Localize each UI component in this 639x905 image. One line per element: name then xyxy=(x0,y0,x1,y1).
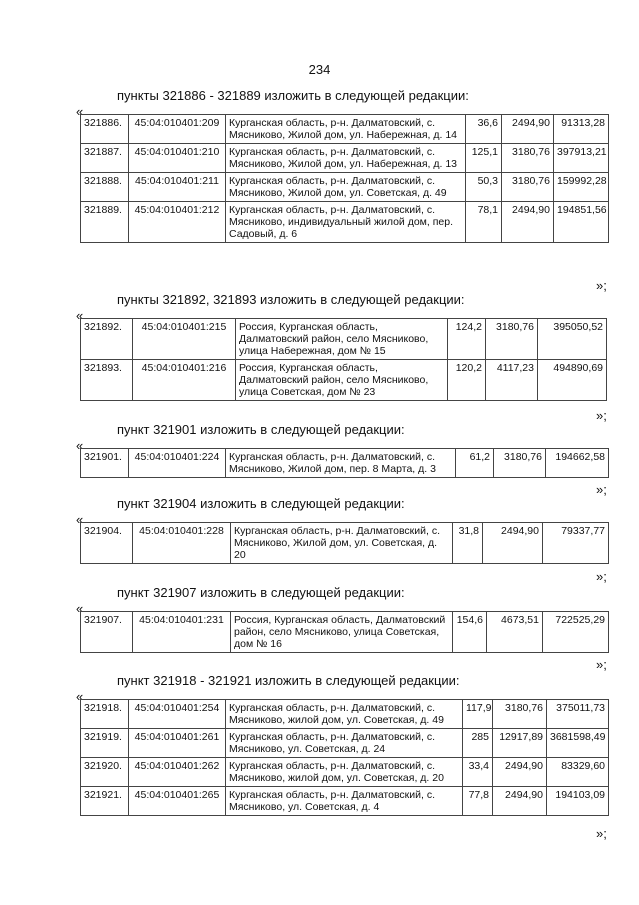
cadastral-number: 45:04:010401:209 xyxy=(129,115,226,144)
table-row xyxy=(81,144,609,173)
table-row xyxy=(81,787,609,816)
address: Россия, Курганская область, Далматовский район, село Мясниково, улица Советская, дом № 16 xyxy=(231,612,453,653)
cadastral-value: 159992,28 xyxy=(554,173,609,202)
area: 33,4 xyxy=(463,758,493,787)
address: Курганская область, р-н. Далматовский, с. Мясниково, индивидуальный жилой дом, пер. Садовый, д. 6 xyxy=(226,202,466,243)
cadastral-value: 194103,09 xyxy=(547,787,609,816)
area: 154,6 xyxy=(453,612,487,653)
open-quote: « xyxy=(76,104,84,119)
cadastral-value: 375011,73 xyxy=(547,700,609,729)
close-quote: »; xyxy=(596,278,607,293)
open-quote: « xyxy=(76,689,84,704)
area: 31,8 xyxy=(453,523,483,564)
cadastral-value: 79337,77 xyxy=(543,523,609,564)
cadastral-number: 45:04:010401:254 xyxy=(129,700,226,729)
cadastral-number: 45:04:010401:212 xyxy=(129,202,226,243)
row-number: 321919. xyxy=(81,729,129,758)
address: Курганская область, р-н. Далматовский, с. Мясниково, Жилой дом, ул. Советская, д. 20 xyxy=(231,523,453,564)
cadastral-number: 45:04:010401:211 xyxy=(129,173,226,202)
cadastral-number: 45:04:010401:261 xyxy=(129,729,226,758)
rate: 3180,76 xyxy=(486,319,538,360)
table-row xyxy=(81,729,609,758)
area: 125,1 xyxy=(466,144,502,173)
open-quote: « xyxy=(76,512,84,527)
open-quote: « xyxy=(76,601,84,616)
area: 36,6 xyxy=(466,115,502,144)
address: Курганская область, р-н. Далматовский, с. Мясниково, Жилой дом, пер. 8 Марта, д. 3 xyxy=(226,449,456,478)
row-number: 321889. xyxy=(81,202,129,243)
area: 285 xyxy=(463,729,493,758)
row-number: 321892. xyxy=(81,319,133,360)
cadastral-value: 395050,52 xyxy=(538,319,607,360)
rate: 2494,90 xyxy=(502,202,554,243)
cadastral-value: 397913,21 xyxy=(554,144,609,173)
close-quote: »; xyxy=(596,826,607,841)
address: Курганская область, р-н. Далматовский, с. Мясниково, жилой дом, ул. Советская, д. 20 xyxy=(226,758,463,787)
cadastral-number: 45:04:010401:216 xyxy=(133,360,236,401)
row-number: 321886. xyxy=(81,115,129,144)
cadastral-value: 722525,29 xyxy=(543,612,609,653)
row-number: 321918. xyxy=(81,700,129,729)
rate: 4673,51 xyxy=(487,612,543,653)
cadastral-value: 194662,58 xyxy=(546,449,609,478)
cadastral-number: 45:04:010401:215 xyxy=(133,319,236,360)
area: 78,1 xyxy=(466,202,502,243)
section-instruction: пункты 321892, 321893 изложить в следующей редакции: xyxy=(117,292,465,307)
address: Россия, Курганская область, Далматовский район, село Мясниково, улица Советская, дом № 23 xyxy=(236,360,448,401)
cadastral-value: 494890,69 xyxy=(538,360,607,401)
area: 124,2 xyxy=(448,319,486,360)
rate: 2494,90 xyxy=(502,115,554,144)
area: 77,8 xyxy=(463,787,493,816)
table-row xyxy=(81,319,607,360)
section-instruction: пункт 321907 изложить в следующей редакции: xyxy=(117,585,405,600)
row-number: 321907. xyxy=(81,612,133,653)
rate: 4117,23 xyxy=(486,360,538,401)
cadastral-number: 45:04:010401:224 xyxy=(129,449,226,478)
rate: 3180,76 xyxy=(494,449,546,478)
records-table xyxy=(80,611,609,653)
row-number: 321904. xyxy=(81,523,133,564)
table-row xyxy=(81,523,609,564)
address: Курганская область, р-н. Далматовский, с. Мясниково, ул. Советская, д. 24 xyxy=(226,729,463,758)
close-quote: »; xyxy=(596,408,607,423)
rate: 2494,90 xyxy=(483,523,543,564)
row-number: 321888. xyxy=(81,173,129,202)
section-instruction: пункты 321886 - 321889 изложить в следующей редакции: xyxy=(117,88,469,103)
row-number: 321893. xyxy=(81,360,133,401)
table-row xyxy=(81,612,609,653)
row-number: 321921. xyxy=(81,787,129,816)
open-quote: « xyxy=(76,438,84,453)
cadastral-number: 45:04:010401:231 xyxy=(133,612,231,653)
area: 120,2 xyxy=(448,360,486,401)
cadastral-number: 45:04:010401:228 xyxy=(133,523,231,564)
records-table xyxy=(80,522,609,564)
rate: 3180,76 xyxy=(502,144,554,173)
table-row xyxy=(81,202,609,243)
area: 61,2 xyxy=(456,449,494,478)
records-table xyxy=(80,318,607,401)
records-table xyxy=(80,448,609,478)
address: Курганская область, р-н. Далматовский, с. Мясниково, Жилой дом, ул. Советская, д. 49 xyxy=(226,173,466,202)
row-number: 321920. xyxy=(81,758,129,787)
records-table xyxy=(80,699,609,816)
address: Курганская область, р-н. Далматовский, с. Мясниково, ул. Советская, д. 4 xyxy=(226,787,463,816)
row-number: 321901. xyxy=(81,449,129,478)
section-instruction: пункт 321904 изложить в следующей редакции: xyxy=(117,496,405,511)
section-instruction: пункт 321918 - 321921 изложить в следующей редакции: xyxy=(117,673,460,688)
rate: 3180,76 xyxy=(493,700,547,729)
rate: 3180,76 xyxy=(502,173,554,202)
close-quote: »; xyxy=(596,569,607,584)
table-row xyxy=(81,173,609,202)
cadastral-number: 45:04:010401:262 xyxy=(129,758,226,787)
cadastral-value: 83329,60 xyxy=(547,758,609,787)
page-number: 234 xyxy=(308,62,331,77)
cadastral-value: 3681598,49 xyxy=(547,729,609,758)
rate: 12917,89 xyxy=(493,729,547,758)
records-table xyxy=(80,114,609,243)
cadastral-value: 194851,56 xyxy=(554,202,609,243)
section-instruction: пункт 321901 изложить в следующей редакции: xyxy=(117,422,405,437)
close-quote: »; xyxy=(596,657,607,672)
address: Курганская область, р-н. Далматовский, с. Мясниково, жилой дом, ул. Советская, д. 49 xyxy=(226,700,463,729)
rate: 2494,90 xyxy=(493,758,547,787)
cadastral-value: 91313,28 xyxy=(554,115,609,144)
address: Россия, Курганская область, Далматовский район, село Мясниково, улица Набережная, дом № 15 xyxy=(236,319,448,360)
close-quote: »; xyxy=(596,482,607,497)
table-row xyxy=(81,115,609,144)
row-number: 321887. xyxy=(81,144,129,173)
area: 50,3 xyxy=(466,173,502,202)
table-row xyxy=(81,360,607,401)
table-row xyxy=(81,758,609,787)
area: 117,9 xyxy=(463,700,493,729)
open-quote: « xyxy=(76,308,84,323)
table-row xyxy=(81,700,609,729)
cadastral-number: 45:04:010401:210 xyxy=(129,144,226,173)
rate: 2494,90 xyxy=(493,787,547,816)
table-row xyxy=(81,449,609,478)
address: Курганская область, р-н. Далматовский, с. Мясниково, Жилой дом, ул. Набережная, д. 13 xyxy=(226,144,466,173)
address: Курганская область, р-н. Далматовский, с. Мясниково, Жилой дом, ул. Набережная, д. 14 xyxy=(226,115,466,144)
cadastral-number: 45:04:010401:265 xyxy=(129,787,226,816)
